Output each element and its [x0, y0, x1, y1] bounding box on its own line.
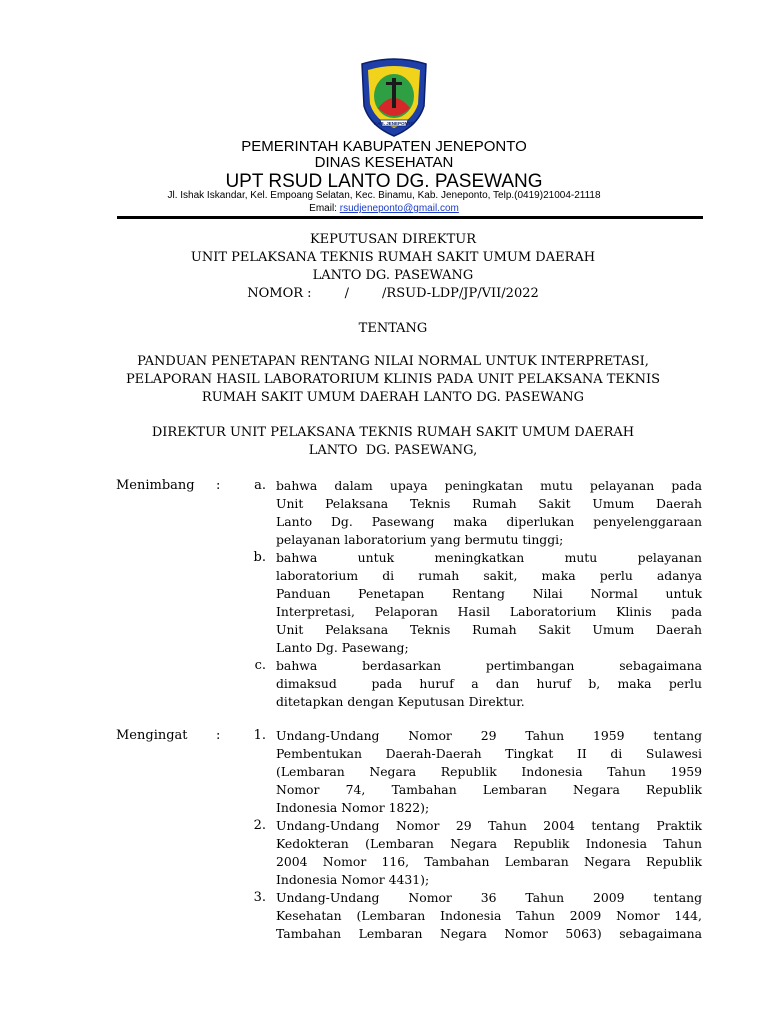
mengingat-1-line: Indonesia Nomor 1822);: [276, 800, 430, 815]
mengingat-1-line: (Lembaran Negara Republik Indonesia Tahun 1959: [276, 764, 702, 779]
mengingat-1-line: Pembentukan Daerah-Daerah Tingkat II di Sulawesi: [276, 746, 702, 761]
decree-institution-name: LANTO DG. PASEWANG: [312, 268, 474, 283]
subject-line-3: RUMAH SAKIT UMUM DAERAH LANTO DG. PASEWANG: [201, 390, 585, 405]
menimbang-b-line: Interpretasi, Pelaporan Hasil Laboratorium Klinis pada: [276, 604, 702, 619]
menimbang-b-line: Panduan Penetapan Rentang Nilai Normal untuk: [276, 586, 702, 601]
decree-institution: UNIT PELAKSANA TEKNIS RUMAH SAKIT UMUM DAERAH: [190, 250, 596, 265]
director-line-2: LANTO DG. PASEWANG,: [308, 443, 478, 458]
menimbang-c-line: bahwa berdasarkan pertimbangan sebagaimana: [276, 658, 702, 673]
menimbang-a-line: bahwa dalam upaya peningkatan mutu pelayanan pada: [276, 478, 702, 493]
mengingat-2-line: 2004 Nomor 116, Tambahan Lembaran Negara Republik: [276, 854, 702, 869]
mengingat-colon: :: [216, 728, 221, 743]
menimbang-c-line: dimaksud pada huruf a dan huruf b, maka perlu: [276, 676, 702, 691]
email-label: Email:: [309, 203, 337, 214]
menimbang-label: Menimbang: [116, 478, 195, 493]
subject-line-1: PANDUAN PENETAPAN RENTANG NILAI NORMAL UNTUK INTERPRETASI,: [137, 354, 649, 369]
mengingat-2-line: Indonesia Nomor 4431);: [276, 872, 430, 887]
about-heading: TENTANG: [358, 321, 428, 336]
letterhead-email-line: [0, 203, 768, 214]
mengingat-2-line: Undang-Undang Nomor 29 Tahun 2004 tentang Praktik: [276, 818, 702, 833]
menimbang-b-line: laboratorium di rumah sakit, maka perlu adanya: [276, 568, 702, 583]
letterhead-department: DINAS KESEHATAN: [314, 154, 454, 171]
menimbang-marker-c: c.: [254, 658, 266, 673]
decree-title: KEPUTUSAN DIREKTUR: [309, 232, 477, 247]
menimbang-a-line: Unit Pelaksana Teknis Rumah Sakit Umum Daerah: [276, 496, 702, 511]
menimbang-b-line: Lanto Dg. Pasewang;: [276, 640, 409, 655]
mengingat-marker-2: 2.: [253, 818, 266, 833]
letterhead-hospital-name: UPT RSUD LANTO DG. PASEWANG: [225, 171, 543, 192]
menimbang-a-line: Lanto Dg. Pasewang maka diperlukan penyelenggaraan: [276, 514, 702, 529]
director-line-1: DIREKTUR UNIT PELAKSANA TEKNIS RUMAH SAKIT UMUM DAERAH: [151, 425, 635, 440]
email-link[interactable]: rsudjeneponto@gmail.com: [339, 203, 459, 214]
menimbang-colon: :: [216, 478, 221, 493]
mengingat-3-line: Tambahan Lembaran Negara Nomor 5063) sebagaimana: [276, 926, 702, 941]
mengingat-1-line: Nomor 74, Tambahan Lembaran Negara Republik: [276, 782, 702, 797]
letterhead-government: PEMERINTAH KABUPATEN JENEPONTO: [241, 138, 527, 155]
subject-line-2: PELAPORAN HASIL LABORATORIUM KLINIS PADA UNIT PELAKSANA TEKNIS: [125, 372, 661, 387]
mengingat-marker-1: 1.: [253, 728, 266, 743]
mengingat-label: Mengingat: [116, 728, 188, 743]
mengingat-3-line: Kesehatan (Lembaran Indonesia Tahun 2009 Nomor 144,: [276, 908, 702, 923]
logo-text: KAB. JENEPONTO: [374, 121, 414, 126]
menimbang-b-line: bahwa untuk meningkatkan mutu pelayanan: [276, 550, 702, 565]
mengingat-1-line: Undang-Undang Nomor 29 Tahun 1959 tentang: [276, 728, 702, 743]
menimbang-b-line: Unit Pelaksana Teknis Rumah Sakit Umum Daerah: [276, 622, 702, 637]
mengingat-2-line: Kedokteran (Lembaran Negara Republik Indonesia Tahun: [276, 836, 702, 851]
menimbang-marker-b: b.: [253, 550, 266, 565]
letterhead-divider: [117, 216, 703, 219]
mengingat-3-line: Undang-Undang Nomor 36 Tahun 2009 tentang: [276, 890, 702, 905]
decree-number: NOMOR : / /RSUD-LDP/JP/VII/2022: [247, 286, 539, 301]
regency-emblem-logo: [358, 58, 430, 138]
menimbang-c-line: ditetapkan dengan Keputusan Direktur.: [276, 694, 525, 709]
menimbang-marker-a: a.: [254, 478, 266, 493]
mengingat-marker-3: 3.: [253, 890, 266, 905]
letterhead-address: Jl. Ishak Iskandar, Kel. Empoang Selatan, Kec. Binamu, Kab. Jeneponto, Telp.(0419)21004-21118: [167, 190, 601, 201]
menimbang-a-line: pelayanan laboratorium yang bermutu tinggi;: [276, 532, 564, 547]
